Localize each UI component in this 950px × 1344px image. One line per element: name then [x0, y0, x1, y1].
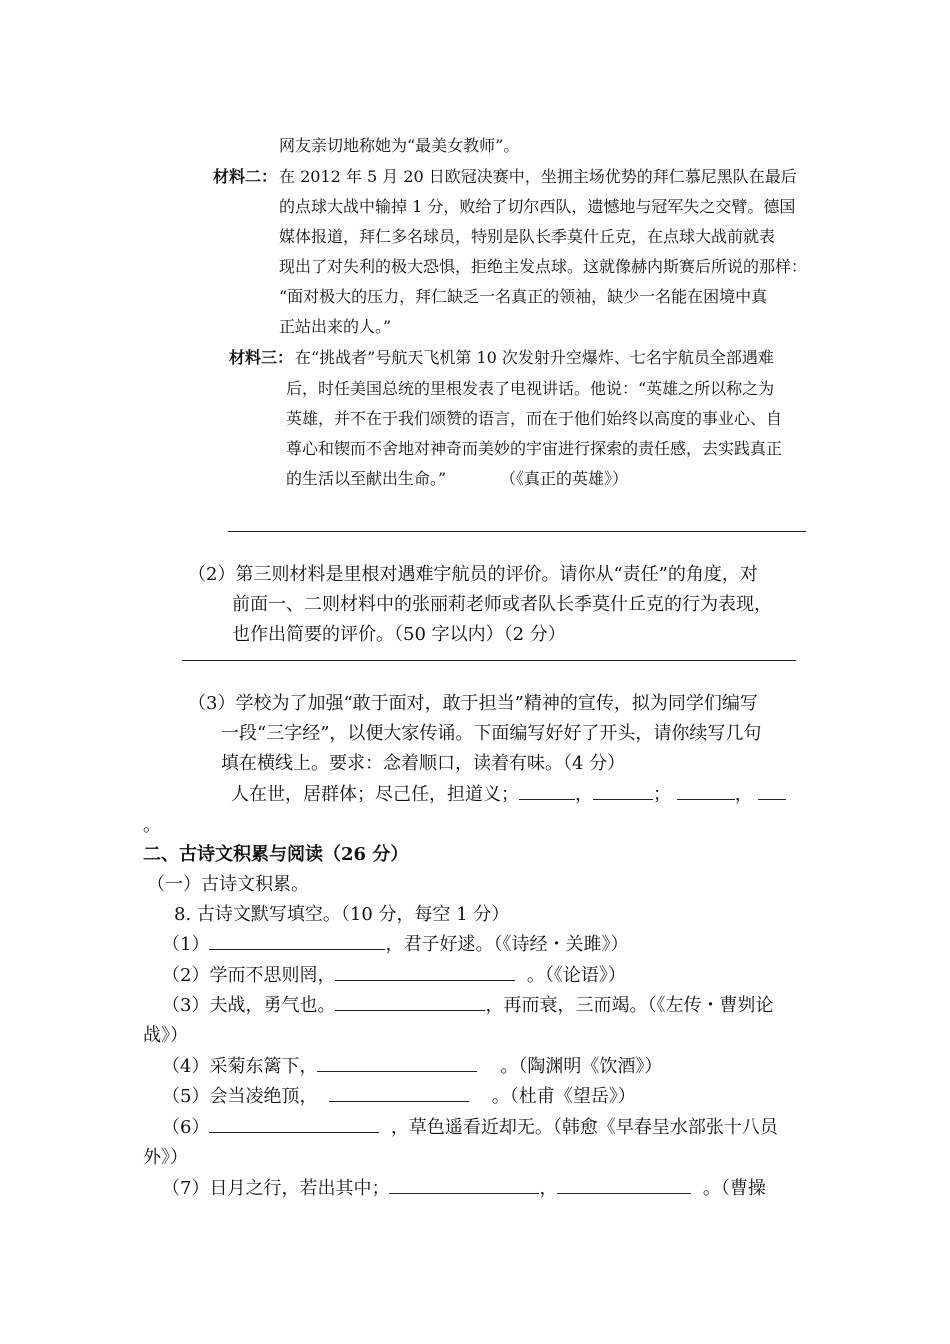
verse-blank[interactable]	[677, 783, 735, 800]
question2-line: 前面一、二则材料中的张丽莉老师或者队长季莫什丘克的行为表现，	[232, 594, 772, 615]
item-text: ，君子好逑。（《诗经・关雎》）	[385, 934, 629, 955]
material2-line: 现出了对失利的极大恐惧，拒绝主发点球。这就像赫内斯赛后所说的那样：	[279, 257, 808, 276]
verse-blank[interactable]	[758, 783, 786, 800]
material2-line: “面对极大的压力，拜仁缺乏一名真正的领袖，缺少一名能在困境中真	[279, 287, 768, 306]
question2-line: 也作出简要的评价。（50 字以内）（2 分）	[232, 624, 566, 645]
item-text: ，	[539, 1178, 558, 1199]
question8-title: 8. 古诗文默写填空。（10 分，每空 1 分）	[174, 904, 510, 925]
item-text: 。（《论语》）	[526, 965, 626, 986]
material2-line: 正站出来的人。”	[279, 317, 392, 336]
fill-blank[interactable]	[335, 994, 485, 1011]
material2-line: 媒体报道，拜仁多名球员，特别是队长季莫什丘克，在点球大战前就表	[279, 227, 776, 246]
material3-line: 英雄，并不在于我们颂赞的语言，而在于他们始终以高度的事业心、自	[286, 409, 783, 428]
verse-sep: ，	[734, 784, 753, 805]
verse-line	[231, 783, 786, 807]
poem-item-5	[162, 1085, 636, 1109]
material3-line: 在“挑战者”号航天飞机第 10 次发射升空爆炸、七名宇航员全部遇难	[295, 348, 774, 367]
poem-item-1	[162, 933, 628, 957]
poem-item-6-cont: 外》）	[143, 1147, 188, 1168]
material1-tail: 网友亲切地称她为“最美女教师”。	[279, 136, 520, 155]
section-subtitle: （一）古诗文积累。	[147, 874, 309, 895]
material2-label: 材料二：	[213, 167, 278, 186]
answer-line	[228, 531, 806, 532]
poem-item-3	[162, 994, 773, 1018]
item-text: （5）会当凌绝顶，	[162, 1086, 318, 1107]
item-number: （6）	[162, 1117, 210, 1138]
item-text: （2）学而不思则罔，	[162, 965, 336, 986]
verse-start: 人在世，居群体；尽己任，担道义；	[231, 784, 519, 805]
material3-line: 尊心和锲而不舍地对神奇而美妙的宇宙进行探索的责任感，去实践真正	[286, 439, 783, 458]
verse-blank[interactable]	[593, 783, 653, 800]
item-text: （7）日月之行，若出其中；	[162, 1178, 390, 1199]
item-text: （3）夫战，勇气也。	[162, 995, 336, 1016]
material3-line: 后，时任美国总统的里根发表了电视讲话。他说：“英雄之所以称之为	[286, 379, 775, 398]
fill-blank[interactable]	[317, 1055, 477, 1072]
item-text: 。（曹操	[702, 1178, 766, 1199]
material3-line: 的生活以至献出生命。”	[286, 469, 447, 488]
question2-line: （2）第三则材料是里根对遇难宇航员的评价。请你从“责任”的角度，对	[188, 564, 758, 585]
poem-item-3-cont: 战》）	[143, 1025, 188, 1046]
poem-item-7	[162, 1177, 766, 1201]
question3-line: 一段“三字经”，以便大家传诵。下面编写好好了开头，请你续写几句	[221, 723, 762, 744]
item-text: ，草色遥看近却无。（韩愈《早春呈水部张十八员	[390, 1117, 778, 1138]
question3-line: （3）学校为了加强“敢于面对，敢于担当”精神的宣传，拟为同学们编写	[188, 693, 758, 714]
material3-label: 材料三：	[229, 348, 294, 367]
item-text: 。（陶渊明《饮酒》）	[500, 1056, 663, 1077]
section-title: 二、古诗文积累与阅读（26 分）	[143, 844, 409, 865]
fill-blank[interactable]	[209, 1116, 379, 1133]
item-text: 。（杜甫《望岳》）	[491, 1086, 636, 1107]
answer-line	[182, 660, 796, 661]
poem-item-6	[162, 1116, 778, 1140]
question3-line: 填在横线上。要求：念着顺口，读着有味。（4 分）	[221, 753, 626, 774]
fill-blank[interactable]	[329, 1085, 469, 1102]
fill-blank[interactable]	[557, 1177, 691, 1194]
item-number: （1）	[162, 934, 210, 955]
fill-blank[interactable]	[209, 933, 385, 950]
material2-line: 在 2012 年 5 月 20 日欧冠决赛中，坐拥主场优势的拜仁慕尼黑队在最后	[279, 167, 797, 186]
material2-line: 的点球大战中输掉 1 分，败给了切尔西队，遗憾地与冠军失之交臂。德国	[279, 197, 796, 216]
verse-sep: ；	[653, 784, 671, 805]
item-text: ，再而衰，三而竭。（《左传・曹刿论	[485, 995, 774, 1016]
fill-blank[interactable]	[335, 964, 515, 981]
verse-blank[interactable]	[519, 783, 575, 800]
material3-source: （《真正的英雄》）	[500, 469, 629, 488]
item-text: （4）采菊东篱下，	[162, 1056, 318, 1077]
fill-blank[interactable]	[389, 1177, 539, 1194]
poem-item-2	[162, 964, 626, 988]
verse-sep: ，	[575, 784, 593, 805]
poem-item-4	[162, 1055, 662, 1079]
verse-end: 。	[143, 815, 161, 836]
